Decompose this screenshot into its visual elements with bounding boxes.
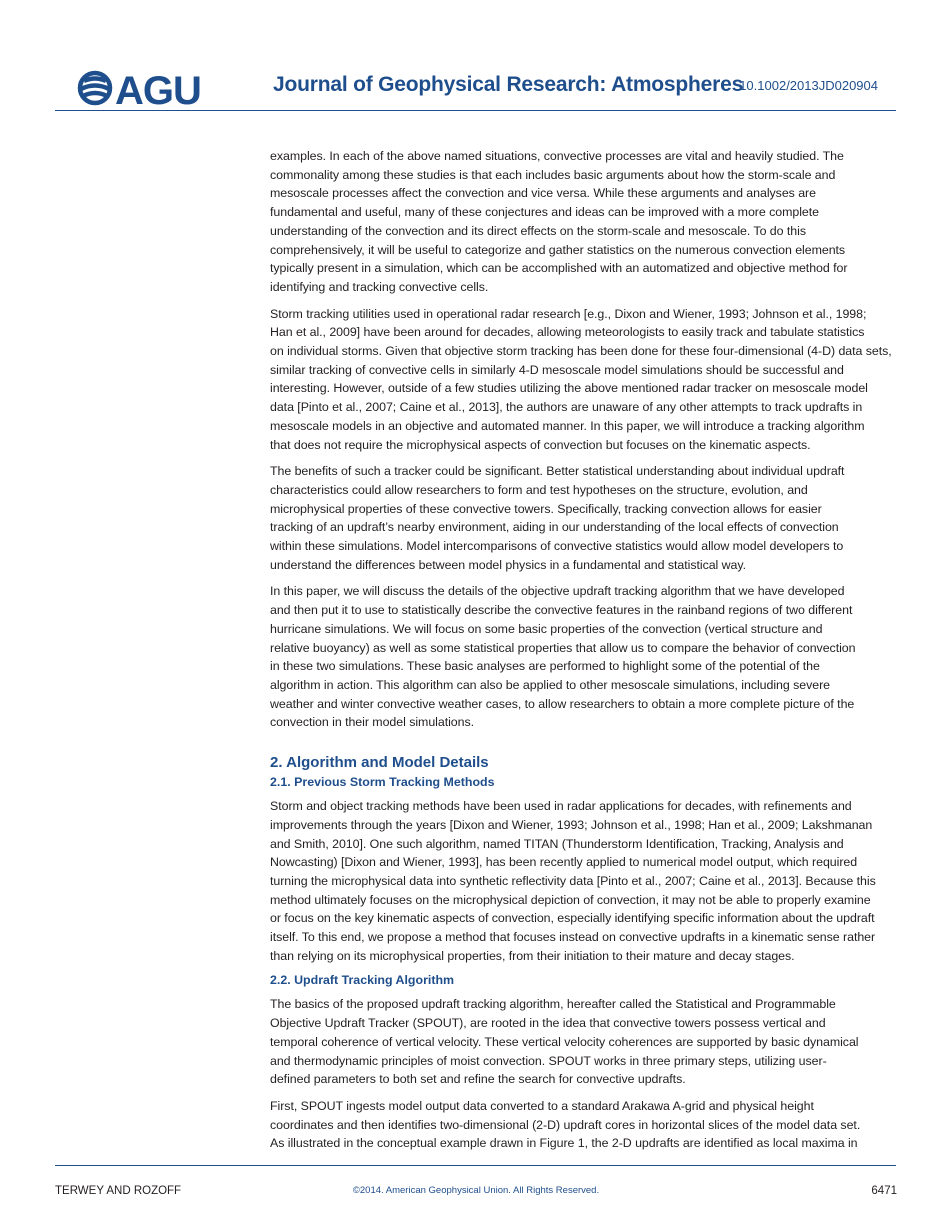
doi[interactable]: 10.1002/2013JD020904: [739, 78, 878, 93]
agu-logo-text: AGU: [115, 69, 201, 108]
text-line: or focus on the key kinematic aspects of convection, especially identifying specific information about the updraft: [270, 911, 875, 926]
text-line: microphysical properties of these convective towers. Specifically, tracking convection allows for easier: [270, 501, 822, 516]
paragraph: [270, 1097, 897, 1153]
text-line: characteristics could allow researchers to form and test hypotheses on the structure, evolution, and: [270, 482, 808, 497]
header-rule: [55, 110, 896, 111]
footer-copyright: ©2014. American Geophysical Union. All Rights Reserved.: [352, 1185, 600, 1196]
text-line: on individual storms. Given that objective storm tracking has been done for these four-dimensional (4-D) data sets,: [270, 344, 892, 359]
text-line: algorithm in action. This algorithm can also be applied to other mesoscale simulations, including severe: [270, 677, 831, 692]
text-line: understanding of the convection and its direct effects on the storm-scale and mesoscale. To do this: [270, 223, 806, 238]
text-line: method ultimately focuses on the microphysical depiction of convection, it may not be able to properly examine: [270, 892, 871, 907]
text-line: and then put it to use to statistically describe the convective features in the rainband regions of two different: [270, 603, 853, 618]
text-line: within these simulations. Model intercomparisons of convective statistics would allow model developers to: [270, 539, 844, 554]
text-line: mesoscale models in an objective and automated manner. In this paper, we will introduce a tracking algorithm: [270, 418, 865, 433]
text-line: similar tracking of convective cells in similarly 4-D mesoscale model simulations should be successful and: [270, 362, 844, 377]
text-line: The basics of the proposed updraft tracking algorithm, hereafter called the Statistical and Programmable: [270, 997, 836, 1012]
text-line: and thermodynamic principles of moist convection. SPOUT works in three primary steps, utilizing user-: [270, 1053, 827, 1068]
text-line: and Smith, 2010]. One such algorithm, named TITAN (Thunderstorm Identification, Tracking, Analysis and: [270, 836, 844, 851]
text-line: examples. In each of the above named situations, convective processes are vital and heavily studied. The: [270, 149, 844, 163]
subsection-heading: 2.1. Previous Storm Tracking Methods: [270, 775, 495, 790]
text-line: Nowcasting) [Dixon and Wiener, 1993], has been recently applied to numerical model output, which required: [270, 855, 858, 870]
text-line: comprehensively, it will be useful to categorize and gather statistics on the numerous convection elements: [270, 242, 846, 257]
agu-globe-icon: [80, 73, 110, 103]
text-line: Storm and object tracking methods have been used in radar applications for decades, with refinements and: [270, 799, 852, 814]
agu-logo: [75, 68, 253, 108]
text-line: mesoscale processes affect the convection and vice versa. While these arguments and analyses are: [270, 186, 816, 201]
text-line: As illustrated in the conceptual example drawn in Figure 1, the 2-D updrafts are identified as local maxima in: [270, 1136, 858, 1151]
text-line: identifying and tracking convective cells.: [270, 279, 489, 294]
paragraph: [270, 582, 897, 732]
paragraph: [270, 305, 897, 455]
text-line: typically present in a simulation, which can be accomplished with an automatized and objective method for: [270, 261, 848, 276]
text-line: that does not require the microphysical aspects of convection but focuses on the kinematic aspects.: [270, 437, 811, 452]
text-line: tracking of an updraft’s nearby environment, aiding in our understanding of the local effects of convection: [270, 520, 839, 535]
text-line: coordinates and then identifies two-dimensional (2-D) updraft cores in horizontal slices of the model data set.: [270, 1117, 861, 1132]
text-line: commonality among these studies is that each includes basic arguments about how the storm-scale and: [270, 167, 836, 182]
text-line: hurricane simulations. We will focus on some basic properties of the convection (vertical structure and: [270, 621, 823, 636]
footer-authors: TERWEY AND ROZOFF: [55, 1185, 182, 1197]
text-line: Storm tracking utilities used in operational radar research [e.g., Dixon and Wiener, 1993; Johnson et al., 1998;: [270, 306, 867, 321]
paragraph: [270, 147, 897, 297]
text-line: The benefits of such a tracker could be significant. Better statistical understanding about individual updraft: [270, 464, 845, 479]
text-line: than relying on its microphysical properties, from their initiation to their mature and decay stages.: [270, 948, 795, 963]
text-line: fundamental and useful, many of these conjectures and ideas can be improved with a more complete: [270, 205, 819, 220]
paragraph: [270, 462, 897, 574]
subsection-heading: 2.2. Updraft Tracking Algorithm: [270, 973, 455, 988]
journal-title: Journal of Geophysical Research: Atmospheres: [273, 73, 744, 96]
article-body: [270, 147, 897, 1161]
text-line: data [Pinto et al., 2007; Caine et al., 2013], the authors are unaware of any other attempts to track updrafts in: [270, 400, 863, 415]
section-heading: 2. Algorithm and Model Details: [270, 754, 489, 772]
text-line: in these two simulations. These basic analyses are performed to highlight some of the potential of the: [270, 659, 820, 674]
text-line: defined parameters to both set and refine the search for convective updrafts.: [270, 1072, 686, 1087]
text-line: Han et al., 2009] have been around for decades, allowing meteorologists to easily track and tabulate statistics: [270, 325, 865, 340]
text-line: turning the microphysical data into synthetic reflectivity data [Pinto et al., 2007; Caine et al., 2013]. Because this: [270, 873, 876, 888]
text-line: First, SPOUT ingests model output data converted to a standard Arakawa A-grid and physical height: [270, 1098, 814, 1113]
text-line: Objective Updraft Tracker (SPOUT), are rooted in the idea that convective towers possess vertical and: [270, 1016, 826, 1031]
paragraph: [270, 797, 897, 965]
paragraph: [270, 995, 897, 1089]
text-line: improvements through the years [Dixon and Wiener, 1993; Johnson et al., 1998; Han et al., 2009; Lakshmanan: [270, 817, 873, 832]
text-line: interesting. However, outside of a few studies utilizing the above mentioned radar tracker on mesoscale model: [270, 381, 868, 396]
text-line: itself. To this end, we propose a method that focuses instead on convective updrafts in a kinematic sense rather: [270, 930, 876, 945]
text-line: understand the differences between model physics in a fundamental and statistical way.: [270, 557, 747, 572]
text-line: convection in their model simulations.: [270, 715, 475, 730]
page-number: 6471: [871, 1185, 897, 1197]
page-header: [55, 64, 896, 112]
text-line: temporal coherence of vertical velocity. These vertical velocity coherences are supported by basic dynamical: [270, 1034, 859, 1049]
text-line: weather and winter convective weather cases, to allow researchers to obtain a more complete picture of the: [270, 696, 855, 711]
footer-rule: [55, 1165, 896, 1166]
text-line: In this paper, we will discuss the details of the objective updraft tracking algorithm that we have developed: [270, 584, 845, 599]
text-line: relative buoyancy) as well as some statistical properties that allow us to compare the behavior of convection: [270, 640, 856, 655]
